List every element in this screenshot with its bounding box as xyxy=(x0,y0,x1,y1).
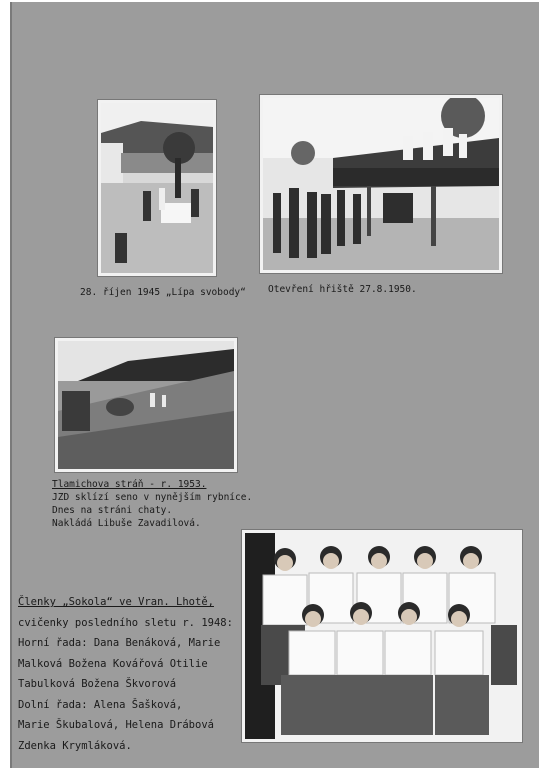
sokol-line-7: Marie Škubalová, Helena Drábová xyxy=(18,719,214,731)
photo-lipa-svobody xyxy=(98,100,216,276)
photo-tlamichova-stran xyxy=(55,338,237,472)
caption-line-4: Nakládá Libuše Zavadilová. xyxy=(52,518,201,529)
sokol-title: Členky „Sokola“ ve Vran. Lhotě, xyxy=(18,596,214,608)
caption-line-2: JZD sklízí seno v nynějším rybníce. xyxy=(52,492,253,503)
sokol-line-2: cvičenky posledního sletu r. 1948: xyxy=(18,616,233,629)
sokol-line-4: Malková Božena Kovářová Otilie xyxy=(18,657,208,670)
caption-line-title: Tlamichova stráň - r. 1953. xyxy=(52,479,207,490)
caption-line-3: Dnes na stráni chaty. xyxy=(52,505,173,516)
photo-sokol-group xyxy=(242,530,522,742)
sokol-line-8: Zdenka Krymláková. xyxy=(18,739,132,752)
caption-otevreni-hriste: Otevření hřiště 27.8.1950. xyxy=(268,284,417,295)
photo-otevreni-hriste xyxy=(260,95,502,273)
sokol-line-3: Horní řada: Dana Benáková, Marie xyxy=(18,637,221,649)
sokol-line-6: Dolní řada: Alena Šašková, xyxy=(18,698,183,711)
sokol-line-5: Tabulková Božena Škvorová xyxy=(18,678,177,690)
caption-lipa-svobody: 28. říjen 1945 „Lípa svobody“ xyxy=(80,287,246,298)
sokol-description xyxy=(18,592,233,756)
photo3-caption xyxy=(52,478,252,530)
